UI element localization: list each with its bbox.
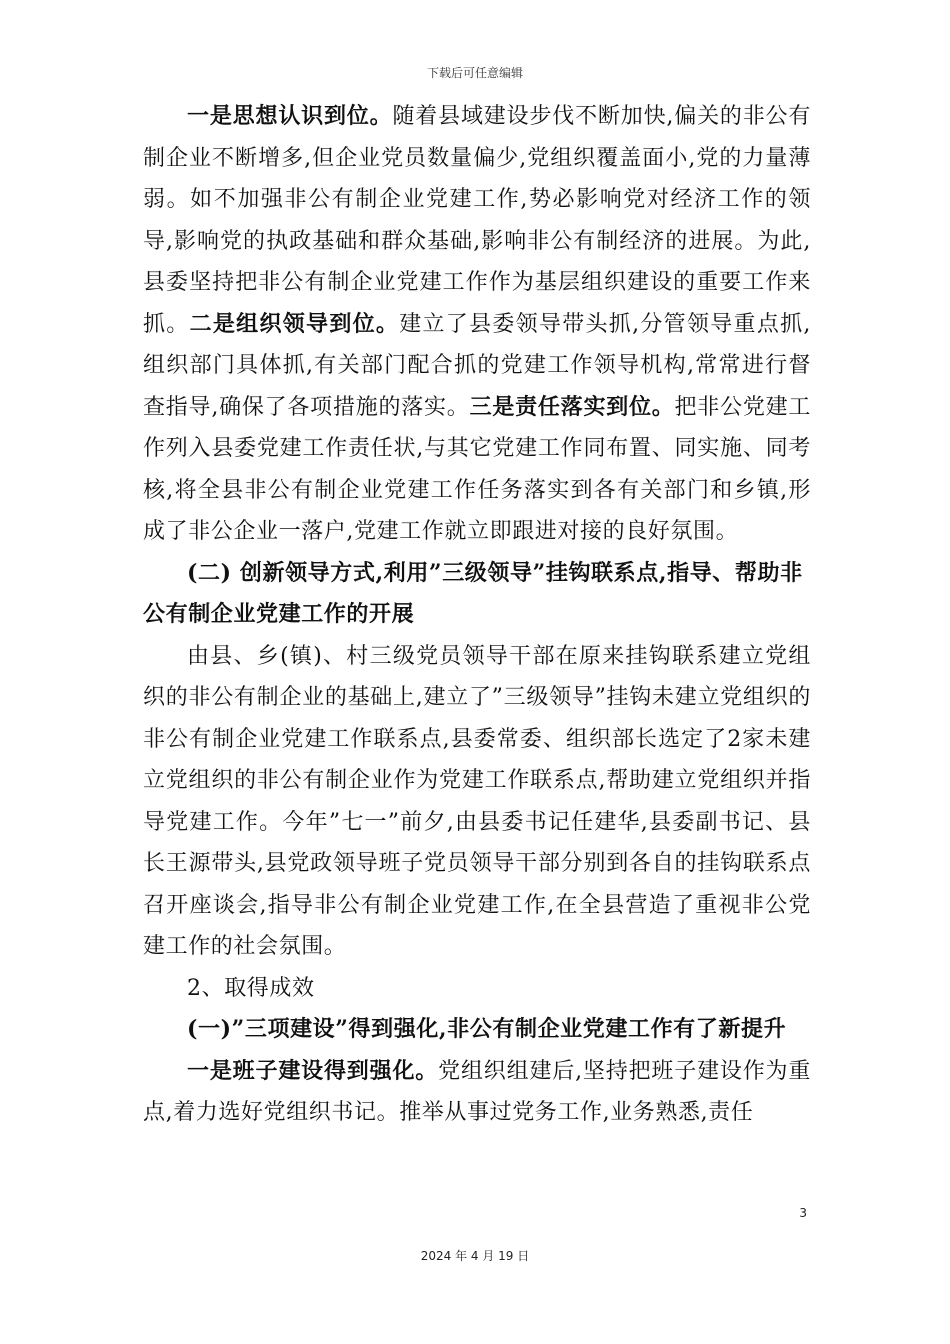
paragraph-three-level-leadership: 由县、乡(镇)、村三级党员领导干部在原来挂钩联系建立党组织的非公有制企业的基础上,建立了”三级领导”挂钩未建立党组织的非公有制企业党建工作联系点,县委常委、组织部长选定了2家未建立党组织的非公有制企业作为党建工作联系点,帮助建立党组织并指导党建工作。今年”七一”前夕,由县委书记任建华,县委副书记、县长王源带头,县党政领导班子党员领导干部分别到各自的挂钩联系点召开座谈会,指导非公有制企业党建工作,在全县营造了重视非公党建工作的社会氛围。 — [143, 643, 811, 959]
document-body — [143, 96, 811, 1134]
paragraph-text: 党组织组建后,坚持把班子建设作为重点,着力选好党组织书记。推举从事过党务工作,业务熟悉,责任 — [143, 1058, 811, 1125]
paragraph-text: 把非公党建工作列入县委党建工作责任状,与其它党建工作同布置、同实施、同考核,将全县非公有制企业党建工作任务落实到各有关部门和乡镇,形成了非公企业一落户,党建工作就立即跟进对接的良好氛围。 — [143, 394, 811, 544]
lead-organization-leadership: 二是组织领导到位。 — [189, 310, 400, 337]
section-heading-innovation: (二) 创新领导方式,利用”三级领导”挂钩联系点,指导、帮助非公有制企业党建工作的开展 — [143, 559, 803, 627]
paragraph-text: 建立了县委领导带头抓,分管领导重点抓,组织部门具体抓,有关部门配合抓的党建工作领导机构,常常进行督查指导,确保了各项措施的落实。 — [143, 311, 812, 420]
lead-thought-awareness: 一是思想认识到位。 — [187, 103, 393, 129]
lead-team-building: 一是班子建设得到强化。 — [187, 1057, 439, 1084]
section-heading-three-constructions: (一)”三项建设”得到强化,非公有制企业党建工作有了新提升 — [187, 1016, 787, 1042]
paragraph-text: 随着县域建设步伐不断加快,偏关的非公有制企业不断增多,但企业党员数量偏少,党组织覆盖面小,党的力量薄弱。如不加强非公有制企业党建工作,势必影响党对经济工作的领导,影响党的执政基础和群众基础,影响非公有制经济的进展。为此,县委坚持把非公有制企业党建工作作为基层组织建设的重要工作来抓。 — [143, 104, 811, 337]
lead-responsibility: 三是责任落实到位。 — [469, 393, 675, 420]
page-header: 下载后可任意编辑 — [426, 66, 523, 80]
paragraph-team-building — [143, 1051, 811, 1134]
paragraph-work-arrangement — [143, 96, 811, 553]
section-title-results: 2、取得成效 — [187, 975, 315, 1001]
footer-date: 2024 年 4 月 19 日 — [420, 1249, 530, 1263]
page-number: 3 — [799, 1206, 807, 1220]
